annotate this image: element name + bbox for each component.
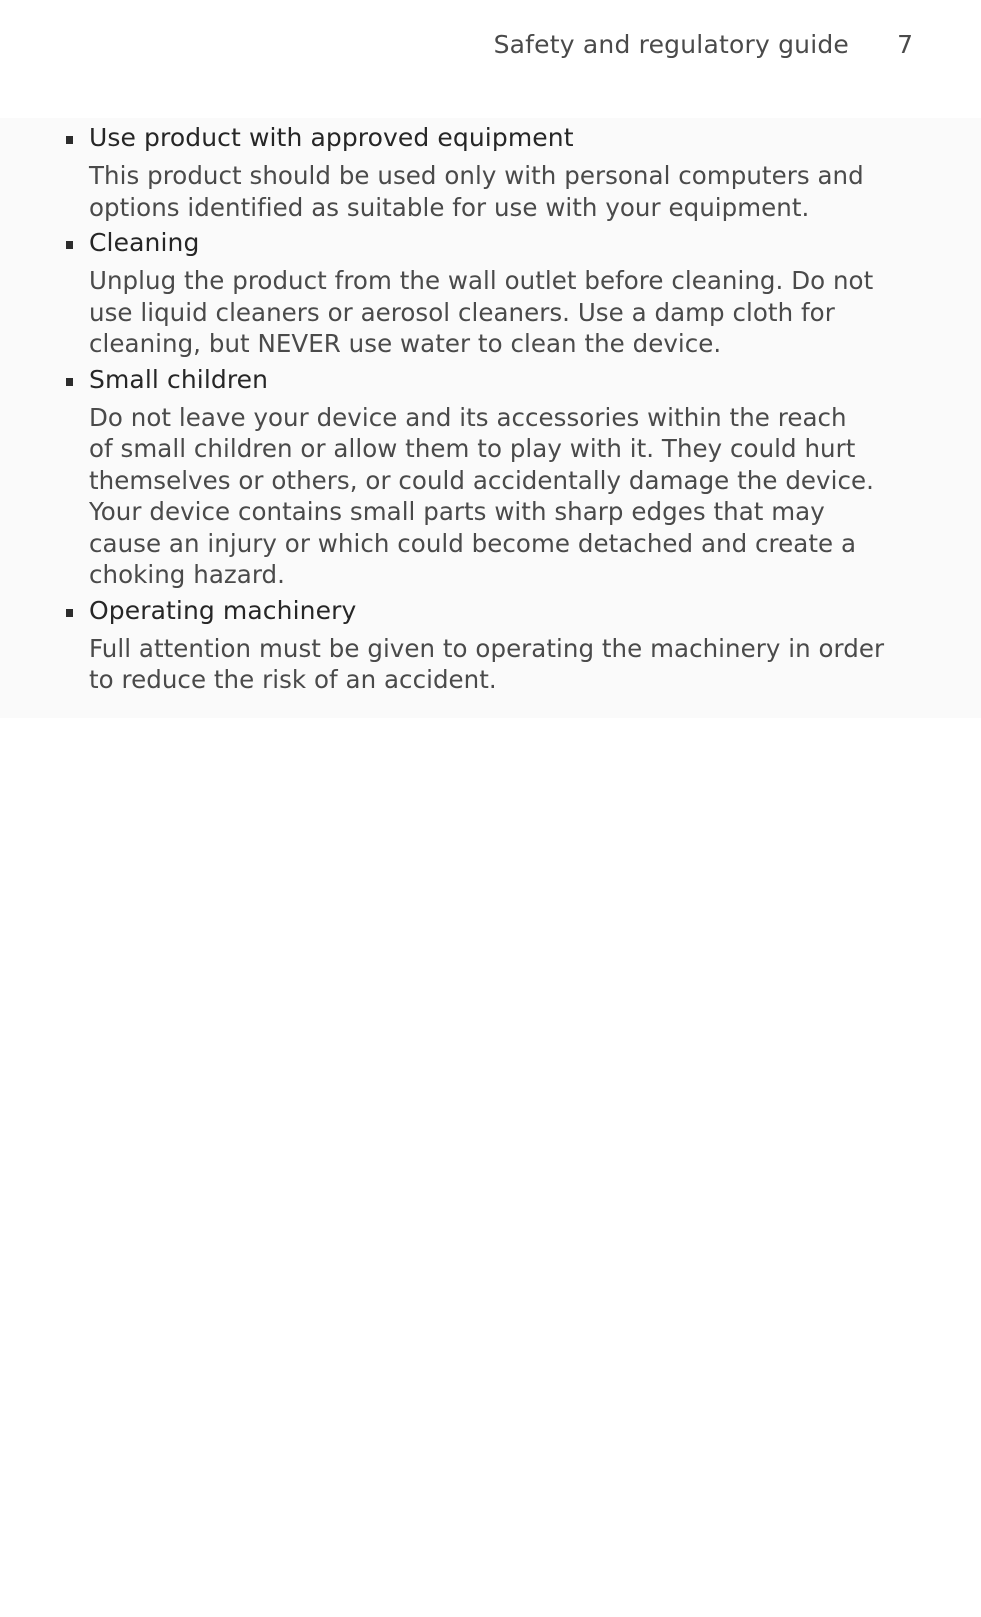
section-body bbox=[89, 402, 921, 591]
body-line: use liquid cleaners or aerosol cleaners. Use a damp cloth for bbox=[89, 297, 835, 327]
body-line: This product should be used only with personal computers and bbox=[89, 161, 864, 190]
section-approved-equipment bbox=[0, 122, 981, 223]
body-line: cleaning, but NEVER use water to clean the device. bbox=[89, 329, 722, 358]
section-body bbox=[89, 265, 921, 360]
section-title: Small children bbox=[89, 364, 269, 394]
bullet-icon bbox=[66, 609, 73, 617]
body-line: Unplug the product from the wall outlet before cleaning. Do not bbox=[89, 266, 874, 295]
page-number: 7 bbox=[897, 30, 913, 59]
body-line: themselves or others, or could accidentally damage the device. bbox=[89, 465, 874, 495]
section-title: Use product with approved equipment bbox=[89, 123, 574, 152]
body-line: options identified as suitable for use with your equipment. bbox=[89, 192, 810, 222]
section-cleaning bbox=[0, 227, 981, 360]
body-line: Your device contains small parts with sharp edges that may bbox=[89, 497, 825, 526]
bullet-icon bbox=[66, 136, 73, 144]
section-body bbox=[89, 160, 921, 223]
body-line: to reduce the risk of an accident. bbox=[89, 665, 497, 694]
body-line: of small children or allow them to play with it. They could hurt bbox=[89, 434, 856, 463]
running-header-title: Safety and regulatory guide bbox=[493, 30, 849, 59]
bullet-icon bbox=[66, 378, 73, 386]
body-line: Do not leave your device and its accessories within the reach bbox=[89, 402, 847, 432]
safety-section-list bbox=[0, 122, 981, 700]
section-title: Operating machinery bbox=[89, 595, 357, 625]
section-title: Cleaning bbox=[89, 228, 200, 257]
content-panel bbox=[0, 118, 981, 718]
section-small-children bbox=[0, 364, 981, 591]
body-line: choking hazard. bbox=[89, 560, 285, 589]
body-line: Full attention must be given to operating the machinery in order bbox=[89, 633, 885, 663]
section-body bbox=[89, 633, 921, 696]
body-line: cause an injury or which could become detached and create a bbox=[89, 528, 857, 558]
page-header bbox=[0, 30, 981, 70]
bullet-icon bbox=[66, 241, 73, 249]
section-operating-machinery bbox=[0, 595, 981, 696]
